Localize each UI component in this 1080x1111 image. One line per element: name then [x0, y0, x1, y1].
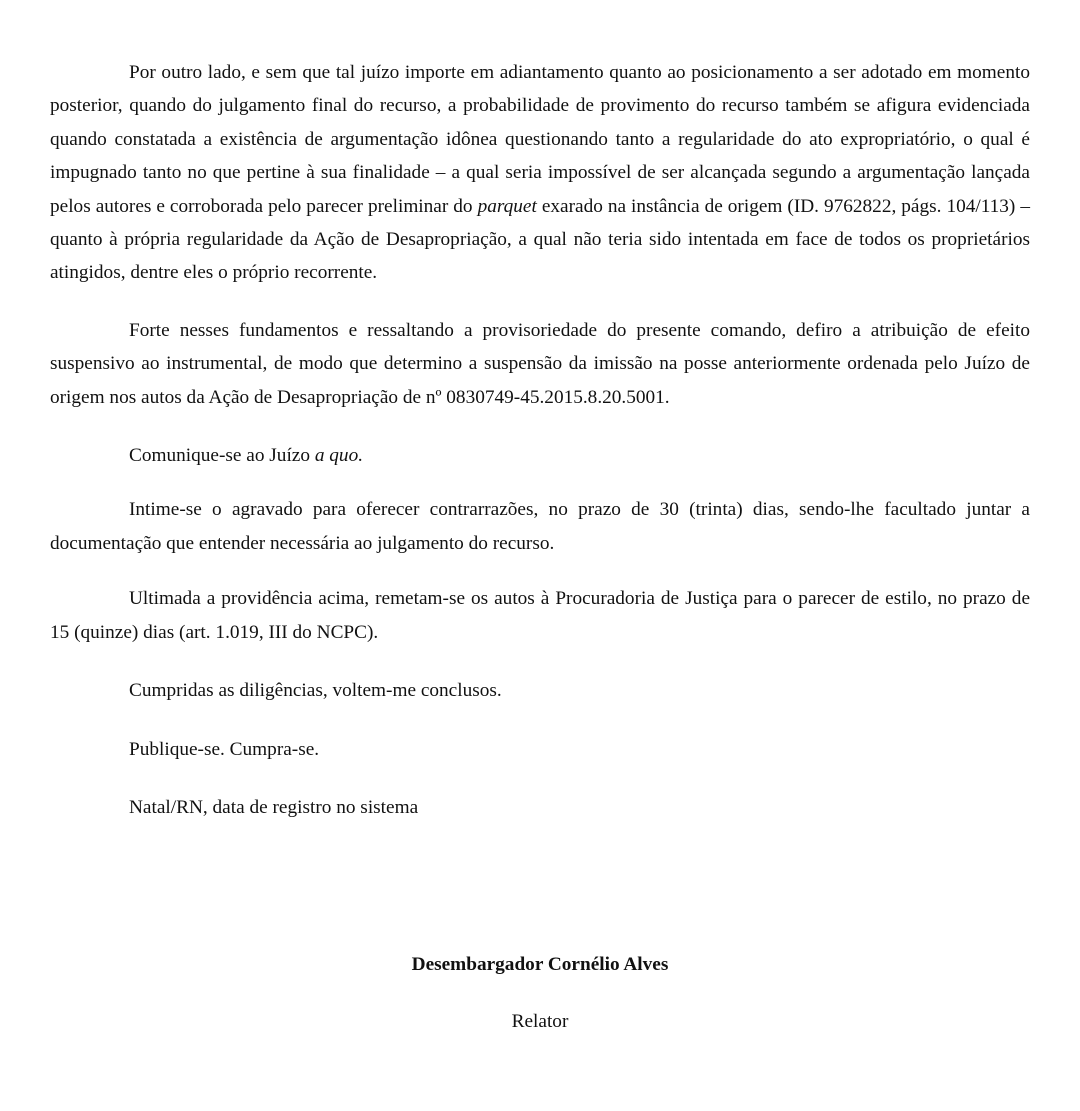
paragraph-ultimada: Ultimada a providência acima, remetam-se os autos à Procuradoria de Justiça para o parecer de estilo, no prazo de 15 (quinze) dias (art. 1.019, III do NCPC). — [50, 588, 1030, 643]
signature-name: Desembargador Cornélio Alves — [411, 954, 669, 975]
paragraph-text: Por outro lado, e sem que tal juízo importe em adiantamento quanto ao posicionamento a ser adotado em momento posterior, quando do julgamento final do recurso, a probabilidade de provimento do recurso também se afigura evidenciada quando constatada a existência de argumentação idônea questionando tanto a regularidade do ato expropriatório, o qual é impugnado tanto no que pertine à sua finalidade – a qual seria impossível de ser alcançada segundo a argumentação lançada pelos autores e corroborada pelo parecer preliminar do — [50, 62, 1030, 217]
paragraph-text: exarado na instância de origem (ID. 9762822, págs. 104/113) – quanto à própria regularidade da Ação de Desapropriação, a qual não teria sido intentada em face de todos os proprietários atingidos, dentre eles o próprio recorrente. — [50, 195, 1030, 284]
signature-role: Relator — [511, 1011, 569, 1032]
paragraph-probabilidade-provimento — [50, 56, 1030, 290]
paragraph-comunique — [50, 439, 1030, 472]
italic-term: parquet — [477, 195, 537, 217]
paragraph-intime: Intime-se o agravado para oferecer contrarrazões, no prazo de 30 (trinta) dias, sendo-lhe facultado juntar a documentação que entender necessária ao julgamento do recurso. — [50, 499, 1030, 554]
document-body — [50, 56, 1030, 824]
paragraph-publique: Publique-se. Cumpra-se. — [129, 738, 320, 760]
paragraph-efeito-suspensivo: Forte nesses fundamentos e ressaltando a provisoriedade do presente comando, defiro a atribuição de efeito suspensivo ao instrumental, de modo que determino a suspensão da imissão na posse anteriormente ordenada pelo Juízo de origem nos autos da Ação de Desapropriação de nº 0830749-45.2015.8.20.5001. — [50, 319, 1030, 408]
paragraph-cumpridas: Cumpridas as diligências, voltem-me conclusos. — [129, 680, 502, 702]
paragraph-local-data: Natal/RN, data de registro no sistema — [129, 796, 419, 818]
paragraph-text: Comunique-se ao Juízo — [129, 445, 315, 467]
italic-term: a quo. — [314, 445, 364, 467]
